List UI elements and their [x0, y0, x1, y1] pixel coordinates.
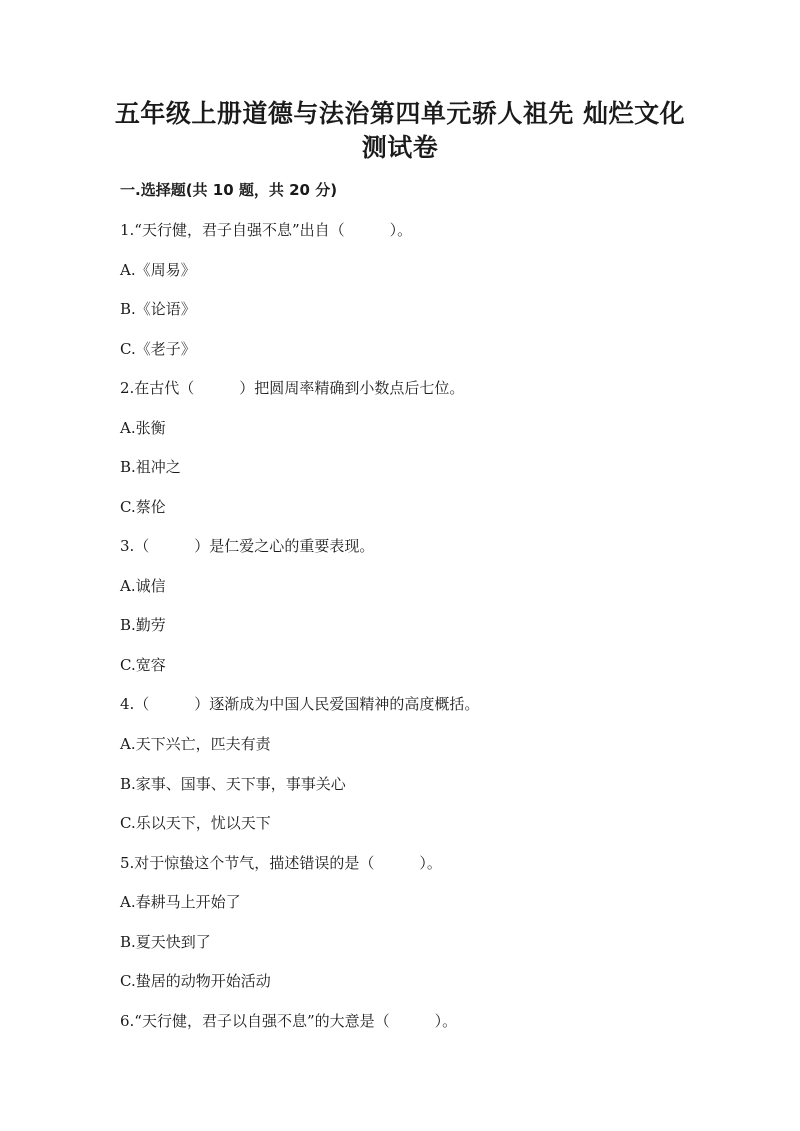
answer-option: A.张衡: [120, 419, 166, 437]
answer-option: B.勤劳: [120, 616, 166, 634]
question-stem: 6.“天行健，君子以自强不息”的大意是（ ）。: [120, 1012, 458, 1030]
answer-option: A.诚信: [120, 577, 166, 595]
answer-option: A.《周易》: [120, 261, 196, 279]
answer-option: A.天下兴亡，匹夫有责: [120, 735, 271, 753]
question-stem: 1.“天行健，君子自强不息”出自（ ）。: [120, 221, 413, 239]
section-heading: 一.选择题(共 10 题，共 20 分): [120, 181, 338, 199]
page-title-continuation: 测试卷: [361, 133, 439, 162]
answer-option: C.蛰居的动物开始活动: [120, 972, 271, 990]
answer-option: B.夏天快到了: [120, 933, 211, 951]
answer-option: C.蔡伦: [120, 498, 166, 516]
question-stem: 4.（ ）逐渐成为中国人民爱国精神的高度概括。: [120, 695, 480, 713]
answer-option: C.宽容: [120, 656, 166, 674]
answer-option: C.《老子》: [120, 340, 196, 358]
answer-option: B.祖冲之: [120, 458, 181, 476]
answer-option: B.家事、国事、天下事，事事关心: [120, 775, 346, 793]
answer-option: C.乐以天下，忧以天下: [120, 814, 271, 832]
question-stem: 2.在古代（ ）把圆周率精确到小数点后七位。: [120, 379, 465, 397]
page-title: 五年级上册道德与法治第四单元骄人祖先 灿烂文化: [114, 99, 686, 128]
question-stem: 5.对于惊蛰这个节气，描述错误的是（ ）。: [120, 854, 442, 872]
question-stem: 3.（ ）是仁爱之心的重要表现。: [120, 537, 375, 555]
answer-option: A.春耕马上开始了: [120, 893, 241, 911]
answer-option: B.《论语》: [120, 300, 196, 318]
